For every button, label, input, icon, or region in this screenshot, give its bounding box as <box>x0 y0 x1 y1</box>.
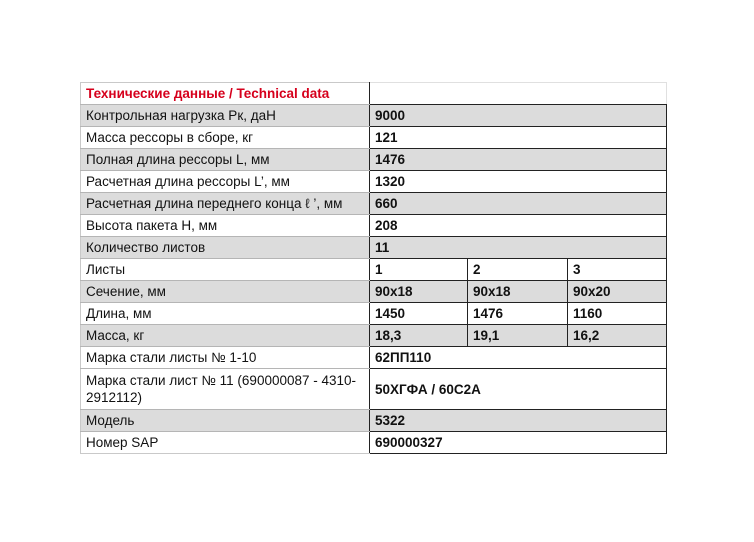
row-value: 208 <box>370 215 667 237</box>
row-value: 1476 <box>370 149 667 171</box>
table-row-mass-assembly <box>81 127 667 149</box>
table-row-pack-height <box>81 215 667 237</box>
mass-leaf-1: 18,3 <box>370 325 468 347</box>
section-leaf-3: 90x20 <box>568 281 667 303</box>
empty-cell <box>370 83 667 105</box>
row-label: Расчетная длина переднего конца ℓ ’, мм <box>81 193 370 215</box>
row-value: 62ПП110 <box>370 347 667 369</box>
leaf-2-cell: 2 <box>468 259 568 281</box>
table-row-mass <box>81 325 667 347</box>
technical-data-table <box>80 82 667 454</box>
row-label: Контрольная нагрузка Рк, даН <box>81 105 370 127</box>
row-value: 5322 <box>370 410 667 432</box>
row-label: Листы <box>81 259 370 281</box>
mass-leaf-2: 19,1 <box>468 325 568 347</box>
length-leaf-3: 1160 <box>568 303 667 325</box>
row-label: Расчетная длина рессоры L’, мм <box>81 171 370 193</box>
row-label: Модель <box>81 410 370 432</box>
table-title: Технические данные / Technical data <box>81 83 370 105</box>
length-leaf-2: 1476 <box>468 303 568 325</box>
table-row-design-length <box>81 171 667 193</box>
table-row-length <box>81 303 667 325</box>
row-label: Сечение, мм <box>81 281 370 303</box>
length-leaf-1: 1450 <box>370 303 468 325</box>
row-label: Масса, кг <box>81 325 370 347</box>
table-title-row <box>81 83 667 105</box>
row-value: 660 <box>370 193 667 215</box>
table-row-leaf-count <box>81 237 667 259</box>
table-row-section <box>81 281 667 303</box>
row-value: 690000327 <box>370 432 667 454</box>
row-label: Длина, мм <box>81 303 370 325</box>
row-value: 9000 <box>370 105 667 127</box>
row-label: Номер SAP <box>81 432 370 454</box>
row-value: 50ХГФА / 60С2А <box>370 369 667 410</box>
row-label: Количество листов <box>81 237 370 259</box>
section-leaf-1: 90x18 <box>370 281 468 303</box>
row-label: Марка стали лист № 11 (690000087 - 4310-2912112) <box>81 369 370 410</box>
technical-data-sheet <box>80 82 666 454</box>
row-label: Высота пакета Н, мм <box>81 215 370 237</box>
row-label: Масса рессоры в сборе, кг <box>81 127 370 149</box>
leaf-3-cell: 3 <box>568 259 667 281</box>
row-label: Марка стали листы № 1-10 <box>81 347 370 369</box>
table-row-sap <box>81 432 667 454</box>
row-value: 121 <box>370 127 667 149</box>
mass-leaf-3: 16,2 <box>568 325 667 347</box>
row-value: 11 <box>370 237 667 259</box>
leaf-1-cell: 1 <box>370 259 468 281</box>
table-row-steel-11 <box>81 369 667 410</box>
row-value: 1320 <box>370 171 667 193</box>
table-row-leaves <box>81 259 667 281</box>
table-row-full-length <box>81 149 667 171</box>
row-label: Полная длина рессоры L, мм <box>81 149 370 171</box>
section-leaf-2: 90x18 <box>468 281 568 303</box>
table-row-front-end-length <box>81 193 667 215</box>
table-row-model <box>81 410 667 432</box>
table-row-load <box>81 105 667 127</box>
table-row-steel-1-10 <box>81 347 667 369</box>
